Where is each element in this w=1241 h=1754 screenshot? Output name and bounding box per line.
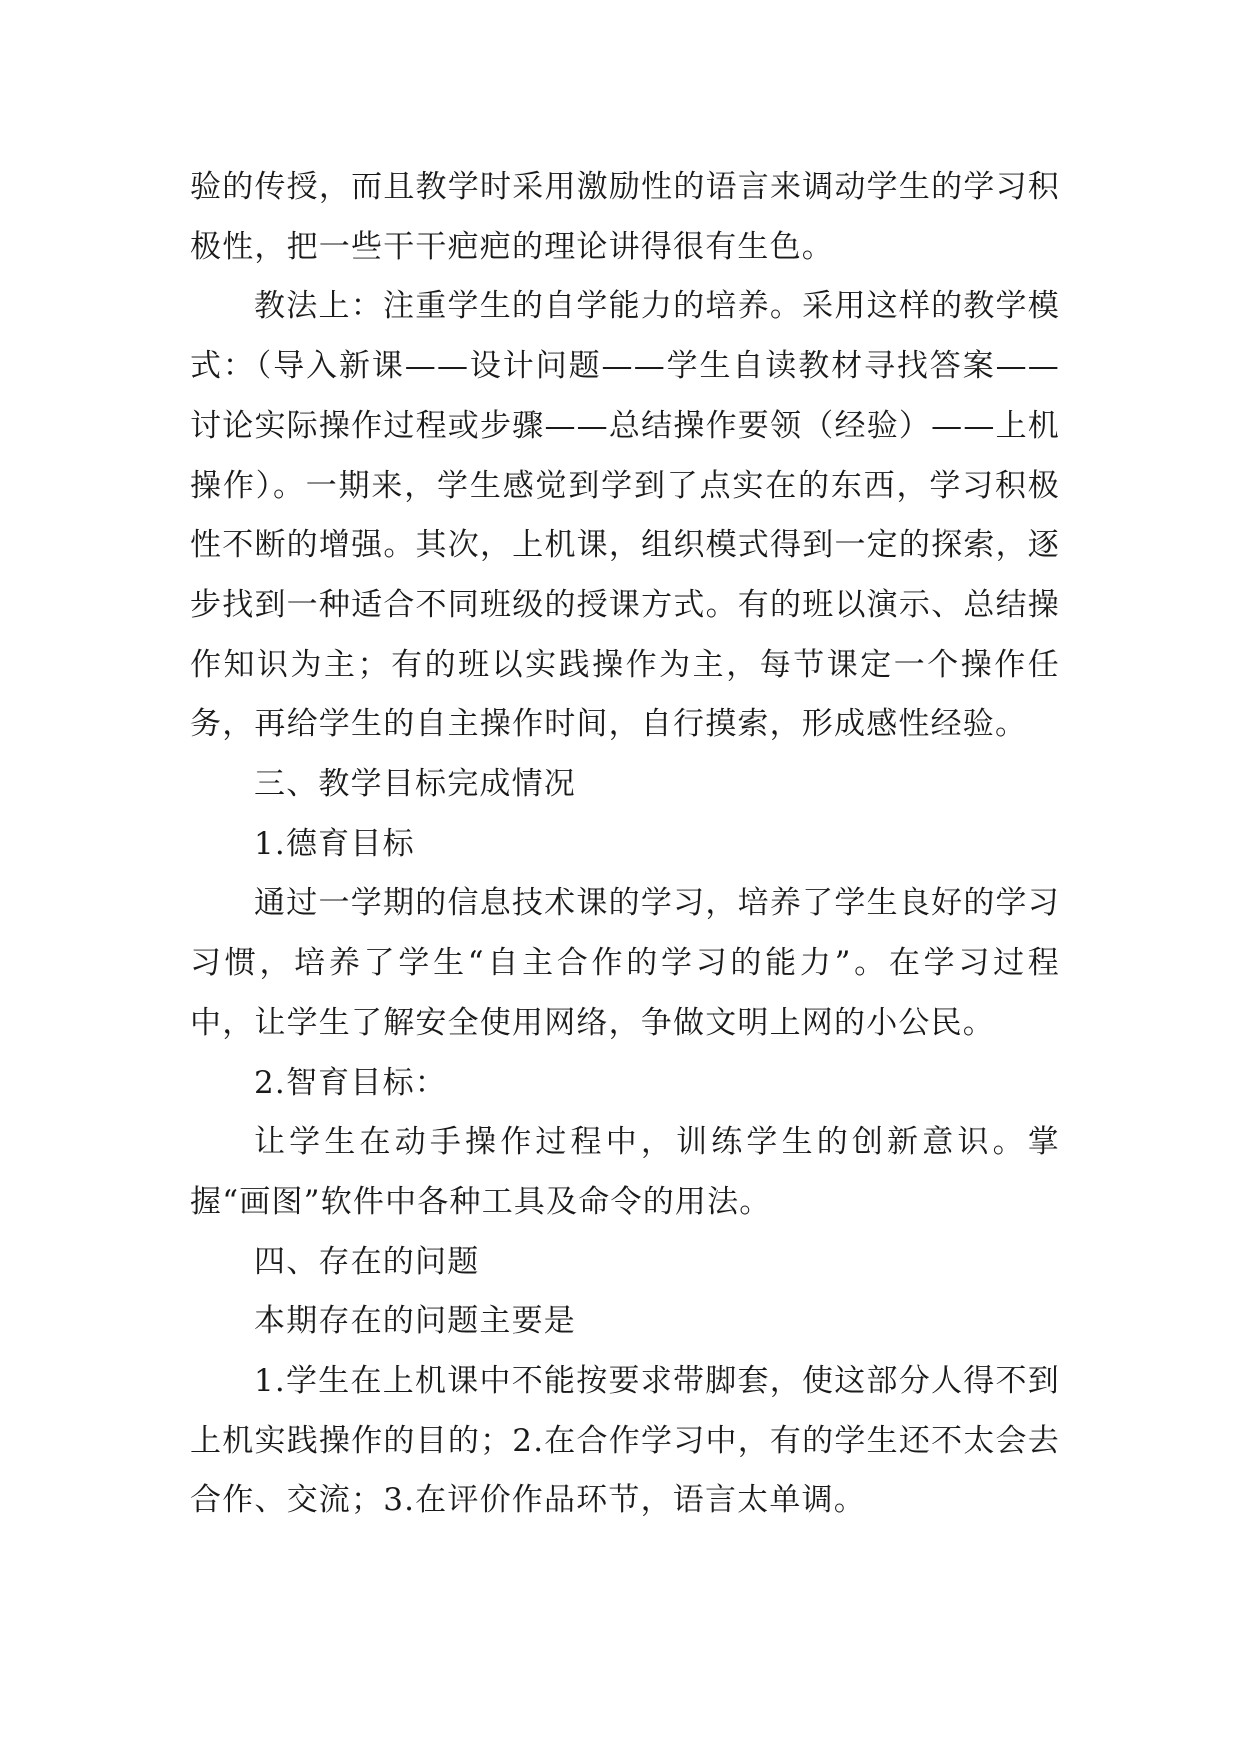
paragraph-continuation: 验的传授，而且教学时采用激励性的语言来调动学生的学习积极性，把一些干干疤疤的理论讲得很有生色。 — [190, 169, 1060, 265]
section-heading-goals: 三、教学目标完成情况 — [254, 766, 576, 803]
document-body — [190, 158, 1060, 1531]
section-heading-problems: 四、存在的问题 — [254, 1243, 480, 1280]
paragraph-problems-list: 1.学生在上机课中不能按要求带脚套，使这部分人得不到上机实践操作的目的；2.在合作学习中，有的学生还不太会去合作、交流；3.在评价作品环节，语言太单调。 — [190, 1363, 1060, 1519]
paragraph-intellectual-goal: 让学生在动手操作过程中，训练学生的创新意识。掌握“画图”软件中各种工具及命令的用法。 — [190, 1124, 1060, 1220]
subheading-moral-goal: 1.德育目标 — [254, 825, 415, 862]
subheading-intellectual-goal: 2.智育目标： — [254, 1064, 447, 1101]
paragraph-teaching-method: 教法上：注重学生的自学能力的培养。采用这样的教学模式：（导入新课——设计问题——学生自读教材寻找答案——讨论实际操作过程或步骤——总结操作要领（经验）——上机操作）。一期来，学生感觉到学到了点实在的东西，学习积极性不断的增强。其次，上机课，组织模式得到一定的探索，逐步找到一种适合不同班级的授课方式。有的班以演示、总结操作知识为主；有的班以实践操作为主，每节课定一个操作任务，再给学生的自主操作时间，自行摸索，形成感性经验。 — [190, 288, 1060, 743]
paragraph-problems-intro: 本期存在的问题主要是 — [254, 1303, 576, 1340]
paragraph-moral-goal: 通过一学期的信息技术课的学习，培养了学生良好的学习习惯，培养了学生“自主合作的学习的能力”。在学习过程中，让学生了解安全使用网络，争做文明上网的小公民。 — [190, 885, 1060, 1041]
